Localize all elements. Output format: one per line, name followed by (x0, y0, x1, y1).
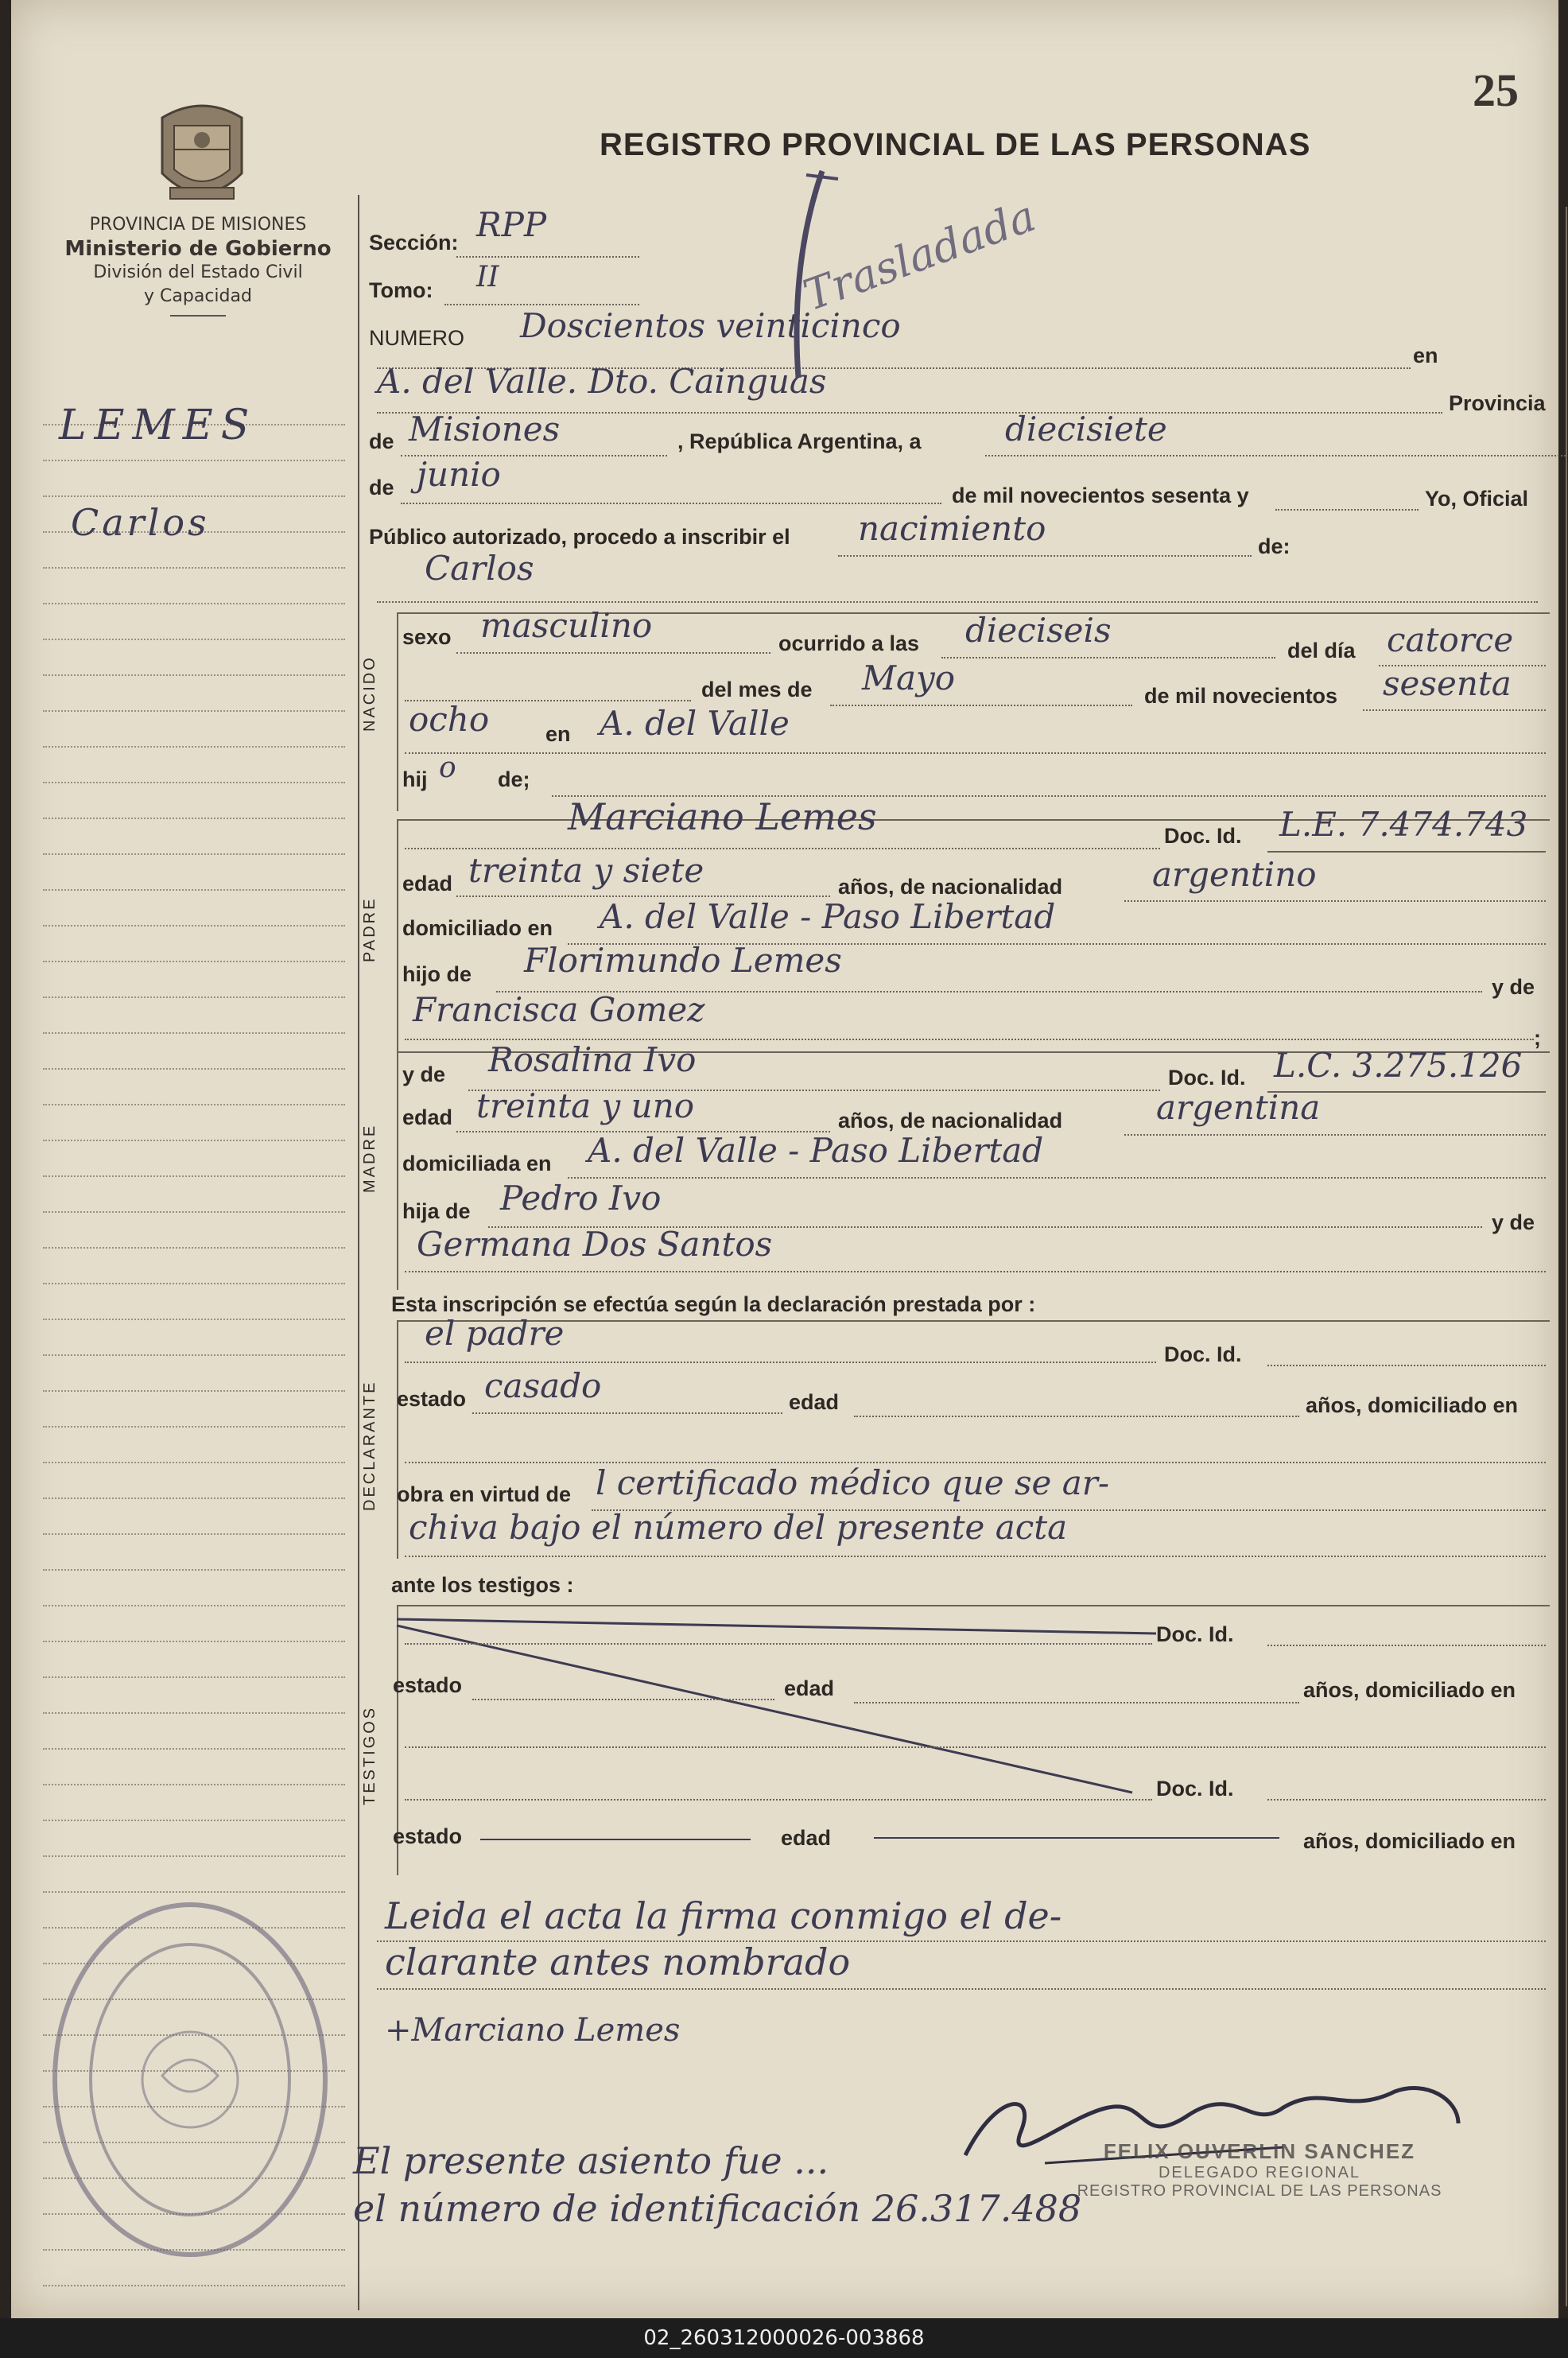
margin-rule-line (43, 461, 345, 497)
mil-sesenta-label: de mil novecientos sesenta y (952, 484, 1249, 507)
testigo-1-estado-label: estado (393, 1673, 463, 1697)
ocurrido-label: ocurrido a las (778, 631, 920, 655)
madre-edad-value: treinta y uno (476, 1086, 695, 1125)
madre-value: Rosalina Ivo (488, 1040, 697, 1079)
line-4b (1275, 509, 1419, 511)
margin-rule-line (43, 1678, 345, 1714)
padre-dom-label: domiciliado en (402, 916, 553, 940)
ministry-header (43, 213, 353, 317)
margin-rule-line (43, 1034, 345, 1070)
sexo-label: sexo (402, 625, 452, 649)
provincia-label: Provincia (1449, 391, 1546, 415)
dia-letras-value: diecisiete (1005, 410, 1167, 449)
margin-rule-line (43, 1714, 345, 1750)
line-4 (401, 503, 941, 504)
declarante-top-rule (397, 1320, 1550, 1322)
line-testigo-1-dom (405, 1746, 1546, 1748)
margin-rule-line (43, 1642, 345, 1678)
line-mes (830, 705, 1132, 706)
publico-label: Público autorizado, procedo a inscribir el (369, 525, 790, 549)
padre-madre-value: Francisca Gomez (413, 990, 705, 1029)
line-madre-madre (405, 1271, 1546, 1272)
madre-left-rule (397, 1051, 398, 1290)
line-decl-estado (472, 1412, 782, 1414)
padre-nac-value: argentino (1152, 855, 1317, 894)
margin-rule-line (43, 1392, 345, 1428)
right-border (1566, 207, 1567, 2306)
madre-doc-label: Doc. Id. (1168, 1066, 1246, 1090)
line-padre-doc (1267, 851, 1546, 853)
y-de-label: y de (1492, 975, 1535, 999)
margin-rule-line (43, 1356, 345, 1392)
margin-rule-line (43, 1213, 345, 1249)
margin-rule-line (43, 1463, 345, 1499)
yo-oficial-label: Yo, Oficial (1425, 487, 1529, 511)
tomo-value: II (476, 261, 499, 293)
margin-rule-line (43, 604, 345, 640)
line-lugar-nac (405, 752, 1546, 754)
del-mes-label: del mes de (701, 678, 813, 701)
madre-nac-value: argentina (1156, 1088, 1321, 1127)
line-madre-nac (1124, 1134, 1546, 1136)
ministry-label: Ministerio de Gobierno (64, 237, 332, 261)
ante-label: ante los testigos : (391, 1573, 574, 1597)
testigo-1-dom-label: años, domiciliado en (1303, 1678, 1516, 1702)
lugar-nac-value: A. del Valle (600, 704, 790, 743)
header-divider (170, 315, 226, 317)
testigo-1-doc-label: Doc. Id. (1156, 1622, 1234, 1646)
line-padre-nac (1124, 900, 1546, 902)
official-stamp (1037, 2139, 1482, 2201)
margin-surname: LEMES (59, 402, 258, 449)
obra-value-1: l certificado médico que se ar- (596, 1463, 1110, 1502)
line-madre-dom (568, 1177, 1546, 1179)
margin-rule-line (43, 676, 345, 712)
hijo-de-label: hijo de (402, 962, 472, 986)
province-label: PROVINCIA DE MISIONES (89, 215, 307, 235)
seccion-value: RPP (476, 205, 547, 244)
de-label: de (369, 429, 394, 453)
section-madre: MADRE (361, 1123, 378, 1193)
provincial-crest-icon (146, 94, 258, 213)
margin-rule-line (43, 819, 345, 855)
testigos-top-rule (397, 1605, 1550, 1606)
margin-rule-line (43, 1821, 345, 1857)
margin-rule-line (43, 1284, 345, 1320)
padre-dom-value: A. del Valle - Paso Libertad (600, 897, 1056, 936)
republica-label: , República Argentina, a (677, 429, 922, 453)
dia-value: catorce (1387, 620, 1514, 659)
line-testigo-2-doc (1267, 1799, 1546, 1801)
margin-rule-line (43, 891, 345, 926)
official-title: DELEGADO REGIONAL (1158, 2164, 1361, 2181)
line-padre (405, 848, 1160, 849)
testigo-2-doc-label: Doc. Id. (1156, 1777, 1234, 1801)
hija-de-label: hija de (402, 1199, 471, 1223)
margin-rule-line (43, 1857, 345, 1893)
hij-label: hij (402, 767, 428, 791)
margin-rule-line (43, 1750, 345, 1785)
padre-nac-label: años, de nacionalidad (838, 875, 1063, 899)
section-declarante: DECLARANTE (361, 1380, 378, 1511)
testigo-2-cancel-2 (874, 1837, 1279, 1839)
declarante-estado-value: casado (484, 1366, 602, 1405)
testigo-1-edad-label: edad (784, 1676, 835, 1700)
line-anio (1363, 709, 1546, 711)
declarante-left-rule (397, 1320, 398, 1559)
padre-edad-value: treinta y siete (468, 851, 704, 890)
margin-rule-line (43, 1070, 345, 1105)
inscripcion-label: Esta inscripción se efectúa según la declaración prestada por : (391, 1292, 1036, 1316)
line-decl-edad (854, 1416, 1299, 1417)
margin-rule-line (43, 569, 345, 604)
mes-value: junio (417, 455, 501, 494)
margin-rule-line (43, 1141, 345, 1177)
declarante-value: el padre (425, 1314, 565, 1353)
line-6 (377, 601, 1538, 603)
de-colon-label: de: (1258, 534, 1290, 558)
obra-label: obra en virtud de (397, 1482, 572, 1506)
mes-nac-value: Mayo (862, 658, 956, 697)
acto-value: nacimiento (858, 509, 1046, 548)
nota-line-1: El presente asiento fue ... (353, 2139, 829, 2182)
hora-value: dieciseis (965, 611, 1112, 650)
firma-declarante: +Marciano Lemes (385, 2012, 681, 2049)
hij-letter: o (439, 752, 456, 784)
margin-rule-line (43, 712, 345, 748)
margin-rule-line (43, 1535, 345, 1571)
page-number: 25 (1473, 64, 1519, 116)
line-declarante (405, 1362, 1156, 1363)
margin-rule-line (43, 1105, 345, 1141)
margin-rule-line (43, 926, 345, 962)
trasladada-stamp: Trasladada (797, 190, 1042, 321)
line-testigo-1-doc (1267, 1645, 1546, 1646)
margin-divider (358, 195, 359, 2310)
madre-dom-value: A. del Valle - Paso Libertad (588, 1131, 1044, 1170)
margin-rule-line (43, 1428, 345, 1463)
padre-padre-value: Florimundo Lemes (524, 941, 842, 980)
image-id-bar: 02_260312000026-003868 (0, 2318, 1568, 2358)
testigo-2-cancel-1 (480, 1839, 751, 1840)
declarante-doc-label: Doc. Id. (1164, 1342, 1242, 1366)
lugar-value: A. del Valle. Dto. Cainguas (377, 362, 827, 401)
official-name: FELIX OUVERLIN SANCHEZ (1103, 2139, 1416, 2163)
line-5 (838, 555, 1252, 557)
madre-padre-value: Pedro Ivo (500, 1179, 662, 1218)
en-label-2: en (545, 722, 571, 746)
section-padre: PADRE (361, 896, 378, 962)
margin-rule-line (43, 962, 345, 998)
line-testigo-2 (405, 1799, 1152, 1801)
madre-edad-label: edad (402, 1105, 453, 1129)
margin-rule-line (43, 748, 345, 783)
nacido-left-rule (397, 612, 398, 811)
line-testigo-1-edad (854, 1702, 1299, 1703)
official-office: REGISTRO PROVINCIAL DE LAS PERSONAS (1077, 2182, 1442, 2200)
margin-rule-line (43, 855, 345, 891)
margin-rule-line (43, 2286, 345, 2322)
en-label: en (1413, 344, 1438, 367)
line-declarante-doc (1267, 1365, 1546, 1366)
margin-rule-line (43, 1177, 345, 1213)
madre-y-de-label: y de (402, 1062, 446, 1086)
padre-doc-value: L.E. 7.474.743 (1279, 805, 1528, 844)
margin-rule-line (43, 1499, 345, 1535)
nombre-value: Carlos (425, 549, 534, 588)
testigo-2-dom-label: años, domiciliado en (1303, 1829, 1516, 1853)
line-leida-2 (377, 1988, 1546, 1990)
madre-dom-label: domiciliada en (402, 1152, 552, 1175)
semicolon-label: ; (1534, 1026, 1541, 1050)
section-testigos: TESTIGOS (361, 1705, 378, 1805)
leida-line-1: Leida el acta la firma conmigo el de- (385, 1894, 1062, 1937)
obra-value-2: chiva bajo el número del presente acta (409, 1508, 1068, 1547)
margin-rule-line (43, 1249, 345, 1284)
leida-line-2: clarante antes nombrado (385, 1940, 851, 1983)
line-hora (941, 657, 1275, 658)
registry-page (11, 0, 1558, 2318)
anio-value: sesenta (1383, 664, 1512, 703)
provincia-value: Misiones (409, 410, 561, 449)
line-3b (985, 455, 1566, 456)
registry-round-stamp (43, 1893, 337, 2267)
line-sexo (456, 652, 770, 654)
padre-edad-label: edad (402, 872, 453, 895)
margin-rule-line (43, 998, 345, 1034)
margin-rule-line (43, 783, 345, 819)
declarante-edad-label: edad (789, 1390, 840, 1414)
margin-rule-line (43, 640, 345, 676)
madre-nac-label: años, de nacionalidad (838, 1109, 1063, 1132)
de-label-2: de (369, 476, 394, 499)
capacity-label: y Capacidad (144, 286, 252, 306)
testigo-2-edad-label: edad (781, 1826, 832, 1850)
madre-madre-value: Germana Dos Santos (417, 1225, 773, 1264)
padre-doc-label: Doc. Id. (1164, 824, 1242, 848)
testigos-cancel-strokes (393, 1614, 1188, 1797)
del-dia-label: del día (1287, 639, 1356, 662)
madre-doc-value: L.C. 3.275.126 (1274, 1046, 1523, 1085)
line-testigo-1 (405, 1643, 1152, 1645)
tomo-label: Tomo: (369, 278, 433, 302)
seccion-line (456, 256, 639, 258)
declarante-estado-label: estado (397, 1387, 467, 1411)
page-title: REGISTRO PROVINCIAL DE LAS PERSONAS (600, 127, 1311, 162)
margin-rule-line (43, 1606, 345, 1642)
margin-given-name: Carlos (71, 501, 210, 544)
nota-line-2: el número de identificación 26.317.488 (353, 2187, 1082, 2230)
margin-rule-line (43, 1320, 345, 1356)
anio-cont-value: ocho (409, 700, 490, 739)
margin-rule-line (43, 1785, 345, 1821)
line-testigo-1-estado (472, 1699, 774, 1700)
declarante-dom-label: años, domiciliado en (1306, 1393, 1519, 1417)
de-semicolon-label: de; (498, 767, 530, 791)
y-de-label-2: y de (1492, 1210, 1535, 1234)
sexo-value: masculino (480, 606, 653, 645)
section-nacido: NACIDO (361, 655, 378, 732)
numero-label: NUMERO (369, 326, 464, 350)
seccion-label: Sección: (369, 231, 459, 254)
padre-value: Marciano Lemes (568, 795, 877, 838)
numero-value: Doscientos veinticinco (520, 306, 901, 345)
testigo-2-estado-label: estado (393, 1824, 463, 1848)
margin-rule-line (43, 1571, 345, 1606)
division-label: División del Estado Civil (93, 262, 303, 282)
mil-novecientos-label: de mil novecientos (1144, 684, 1338, 708)
padre-left-rule (397, 819, 398, 1058)
line-obra-2 (405, 1556, 1546, 1557)
tomo-line (444, 304, 639, 305)
